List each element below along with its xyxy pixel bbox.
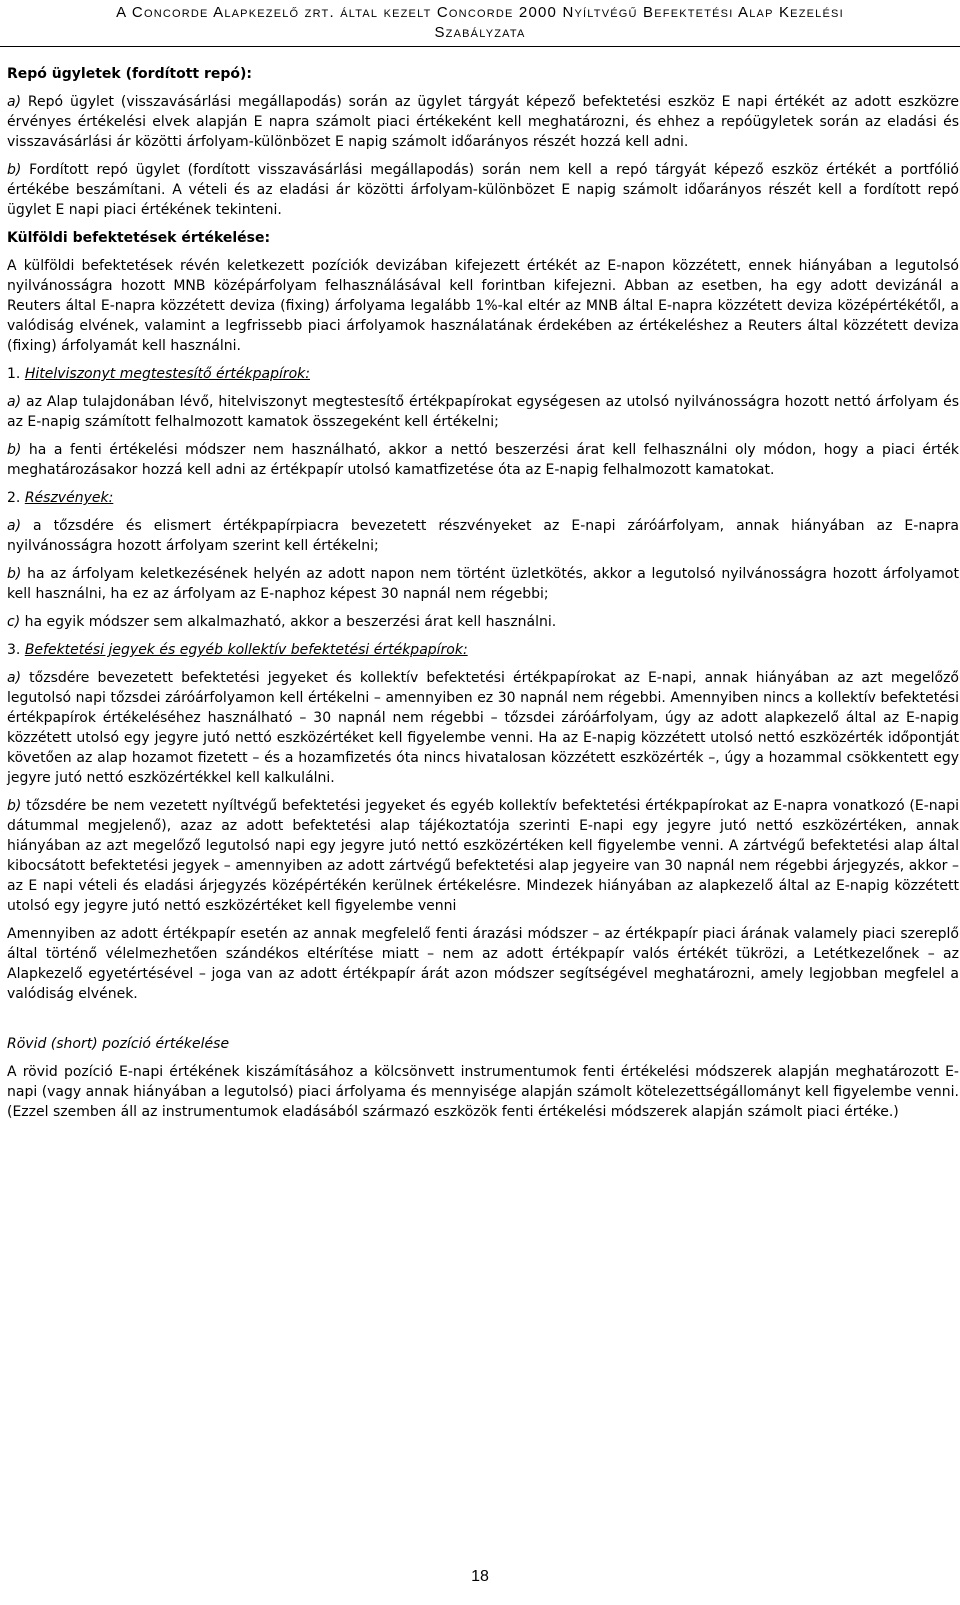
header-title-line1: A Concorde Alapkezelő zrt. által kezelt Concorde 2000 Nyíltvégű Befektetési Alap Kezelési <box>116 4 844 21</box>
funds-paragraph-b <box>7 796 959 916</box>
shares-title: Részvények: <box>24 490 114 506</box>
debt-number: 1. <box>7 366 25 382</box>
repo-b-text: Fordított repó ügylet (fordított visszavásárlási megállapodás) során nem kell a repó tárgyát képező eszköz értékét a portfólió értékébe beszámítani. A vételi és az eladási ár közötti árfolyam-különbözet E napig számolt időarányos részét kell a fordított repó ügylet E napi piaci értékének tekinteni. <box>7 162 959 218</box>
debt-paragraph-b <box>7 440 959 480</box>
funds-heading <box>7 640 959 660</box>
shares-c-label: c) <box>7 614 21 630</box>
section-spacer <box>7 1012 959 1034</box>
funds-a-label: a) <box>7 670 22 686</box>
shares-c-text: ha egyik módszer sem alkalmazható, akkor a beszerzési árat kell használni. <box>20 614 557 630</box>
shares-a-text: a tőzsdére és elismert értékpapírpiacra bevezetett részvényeket az E-napi záróárfolyam, annak hiányában az E-napra nyilvánosságra hozott árfolyam szerint kell értékelni; <box>7 518 959 554</box>
shares-paragraph-b <box>7 564 959 604</box>
funds-b-label: b) <box>7 798 22 814</box>
debt-b-text: ha a fenti értékelési módszer nem használható, akkor a nettó beszerzési árat kell felhasználni oly módon, hogy a piaci érték meghatározásakor hozzá kell adni az értékpapír utolsó kamatfizetése óta az E-napig felhalmozott kamatokat. <box>7 442 959 478</box>
document-header <box>0 0 960 43</box>
short-heading: Rövid (short) pozíció értékelése <box>7 1036 230 1052</box>
shares-b-text: ha az árfolyam keletkezésének helyén az adott napon nem történt üzletkötés, akkor a legutolsó nyilvánosságra hozott árfolyamot kell használni, ha ez az árfolyam az E-naphoz képest 30 napnál nem régebbi; <box>7 566 959 602</box>
shares-b-label: b) <box>7 566 22 582</box>
debt-title: Hitelviszonyt megtestesítő értékpapírok: <box>24 366 310 382</box>
repo-paragraph-b <box>7 160 959 220</box>
repo-a-text: Repó ügylet (visszavásárlási megállapodás) során az ügylet tárgyát képező befektetési eszköz E napi értékét az adott eszközre érvényes értékelési elvek alapján E napra számolt piaci értékeként kell meghatározni, és ehhez a repóügyletek során az eladási és visszavásárlási ár közötti árfolyam-különbözet E napig számolt időarányos részét hozzá kell adni. <box>7 94 959 150</box>
repo-a-label: a) <box>7 94 22 110</box>
debt-a-text: az Alap tulajdonában lévő, hitelviszonyt megtestesítő értékpapírokat egységesen az utolsó nyilvánosságra hozott nettó árfolyam és az E-napig számított felhalmozott kamatok összegeként kell értékelni; <box>7 394 959 430</box>
header-divider <box>0 46 960 47</box>
shares-paragraph-c <box>7 612 959 632</box>
shares-paragraph-a <box>7 516 959 556</box>
foreign-heading: Külföldi befektetések értékelése: <box>7 230 271 246</box>
repo-paragraph-a <box>7 92 959 152</box>
shares-a-label: a) <box>7 518 22 534</box>
repo-heading: Repó ügyletek (fordított repó): <box>7 66 253 82</box>
funds-paragraph-a <box>7 668 959 788</box>
repo-b-label: b) <box>7 162 22 178</box>
foreign-paragraph: A külföldi befektetések révén keletkezett pozíciók devizában kifejezett értékét az E-napon közzétett, ennek hiányában a legutolsó nyilvánosságra hozott MNB középárfolyam felhasználásával kell forintban kifejezni. Abban az esetben, ha egy adott devizánál a Reuters által E-napra közzétett deviza (fixing) árfolyama legalább 1%-kal eltér az MNB által E-napra közzétett deviza középértékétől, a valódiság elvének, valamint a legfrissebb piaci árfolyamok használatának érdekében az értékeléshez a Reuters által közzétett deviza (fixing) árfolyamát kell használni. <box>7 258 959 354</box>
page-number: 18 <box>471 1568 489 1585</box>
funds-number: 3. <box>7 642 25 658</box>
funds-paragraph-extra: Amennyiben az adott értékpapír esetén az annak megfelelő fenti árazási módszer – az értékpapír piaci árának valamely piaci szereplő által történő vélelmezhetően szándékos eltérítése miatt – nem az adott értékpapír valós értékét tükrözi, a Letétkezelőnek – az Alapkezelő egyetértésével – joga van az adott értékpapír árát azon módszer segítségével meghatározni, amely legjobban megfelel a valódiság elvének. <box>7 926 959 1002</box>
shares-number: 2. <box>7 490 25 506</box>
document-body <box>7 64 959 1130</box>
debt-heading <box>7 364 959 384</box>
debt-b-label: b) <box>7 442 22 458</box>
header-title-line2: Szabályzata <box>434 24 526 41</box>
funds-b-text: tőzsdére be nem vezetett nyíltvégű befektetési jegyeket és egyéb kollektív befektetési értékpapírokat az E-napra vonatkozó (E-napi dátummal megjelenő), azaz az adott befektetési alap tájékoztatója szerinti E-napi egy jegyre jutó nettó eszközértéken, annak hiányában az azt megelőző legutolsó napi egy jegyre jutó nettó eszközértéken kell figyelembe venni. A zártvégű befektetési alap által kibocsátott befektetési jegyek – amennyiben az adott zártvégű befektetési alap jegyeire van 30 napnál nem régebbi árjegyzés, akkor – az E napi vételi és eladási árjegyzés középértékén kerülnek értékelésre. Mindezek hiányában az alapkezelő által az E-napig közzétett utolsó egy jegyre jutó nettó eszközértéket kell figyelembe venni <box>7 798 959 914</box>
shares-heading <box>7 488 959 508</box>
funds-title: Befektetési jegyek és egyéb kollektív befektetési értékpapírok: <box>24 642 468 658</box>
short-paragraph: A rövid pozíció E-napi értékének kiszámításához a kölcsönvett instrumentumok fenti értékelési módszerek alapján meghatározott E-napi (vagy annak hiányában a legutolsó) piaci árfolyama és mennyisége alapján számolt kötelezettségállományt kell figyelembe venni. (Ezzel szemben áll az instrumentumok eladásából származó eszközök fenti értékelési módszerek alapján számolt piaci értéke.) <box>7 1064 959 1120</box>
debt-a-label: a) <box>7 394 22 410</box>
funds-a-text: tőzsdére bevezetett befektetési jegyeket és kollektív befektetési értékpapírokat az E-napi, annak hiányában az azt megelőző legutolsó napi tőzsdei záróárfolyamon kell értékelni – amennyiben ez 30 napnál nem régebbi. Amennyiben nincs a kollektív befektetési értékpapírok értékeléséhez használható – 30 napnál nem régebbi – tőzsdei záróárfolyam, úgy az adott alapkezelő által az E-napig közzétett utolsó egy jegyre jutó nettó eszközértéket kell figyelembe venni. Ha az E-napig közzétett utolsó nettó eszközérték időpontját követően az alap hozamot fizetett – és a hozamfizetés óta nincs hivatalosan közzétett eszközérték –, úgy a hozammal csökkentett egy jegyre jutó nettó eszközértékkel kell kalkulálni. <box>7 670 959 786</box>
debt-paragraph-a <box>7 392 959 432</box>
